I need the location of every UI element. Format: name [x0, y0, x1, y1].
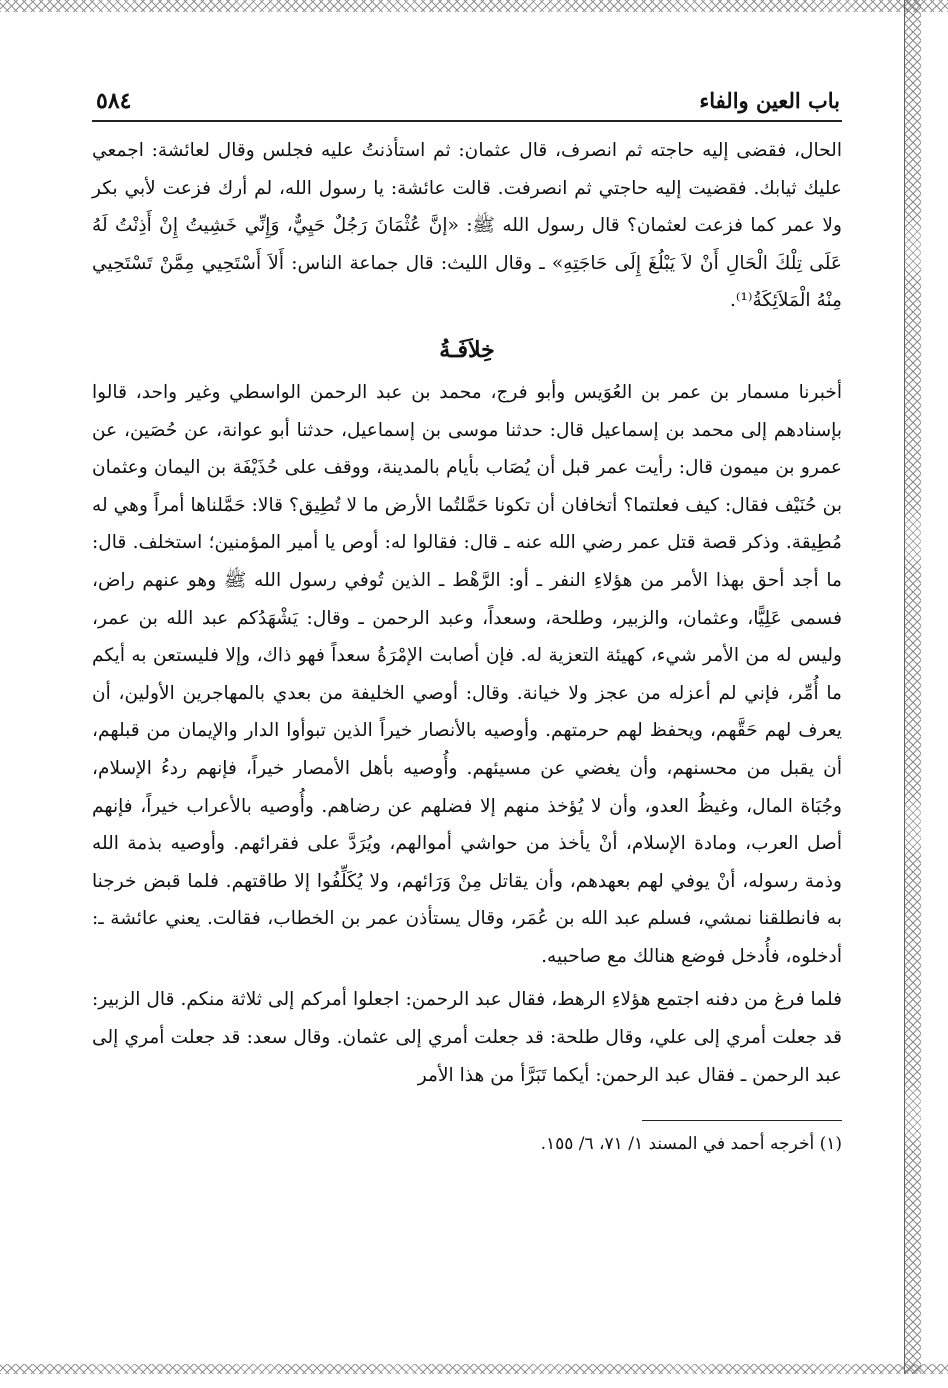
- right-ornamental-border: [904, 0, 921, 1374]
- footnote-1: (١) أخرجه أحمد في المسند ١/ ٧١، ٦/ ١٥٥.: [540, 1134, 842, 1155]
- chapter-title: باب العين والفاء: [699, 88, 840, 113]
- footnote-divider: [642, 1120, 842, 1121]
- paragraph-2: أخبرنا مسمار بن عمر بن العُوَيس وأبو فرج، محمد بن عبد الرحمن الواسطي وغير واحد، قالوا بإسنادهم إلى محمد بن إسماعيل قال: حدثنا موسى بن إسماعيل، حدثنا أبو عوانة، عن حُصَين، عن عمرو بن ميمون قال: رأيت عمر قبل أن يُصَاب بأيام بالمدينة، ووقف على حُذَيْفَة بن اليمان وعثمان بن حُنَيْف فقال: كيف فعلتما؟ أتخافان أن تكونا حَمَّلتُما الأرض ما لا تُطِيق؟ قالا: حَمَّلناها أمراً وهي له مُطِيقة. وذكر قصة قتل عمر رضي الله عنه ـ قال: فقالوا له: أوص يا أمير المؤمنين؛ استخلف. قال: ما أجد أحق بهذا الأمر من هؤلاءِ النفر ـ أو: الرَّهْط ـ الذين تُوفي رسول الله ﷺ وهو عنهم راض، فسمى عَلِيًّا، وعثمان، والزبير، وطلحة، وسعداً، وعبد الرحمن ـ وقال: يَشْهَدُكم عبد الله بن عمر، وليس له من الأمر شيء، كهيئة التعزية له. فإن أصابت الإمْرَةُ سعداً فهو ذاك، وإلا فليستعن به أيكم ما أُمِّر، فإني لم أعزله من عجز ولا خيانة. وقال: أوصي الخليفة من بعدي بالمهاجرين الأولين، أن يعرف لهم حَقَّهم، ويحفظ لهم حرمتهم. وأوصيه بالأنصار خيراً الذين تبوأوا الدار والإيمان من قبلهم، أن يقبل من محسنهم، وأن يغضي عن مسيئهم. وأُوصيه بأهل الأمصار خيراً، فإنهم ردءُ الإسلام، وجُبَاة المال، وغيظُ العدو، وأن لا يُؤخذ منهم إلا فضلهم عن رضاهم. وأُوصيه بالأعراب خيراً، فإنهم أصل العرب، ومادة الإسلام، أنْ يأخذ من حواشي أموالهم، ويُرَدَّ على فقرائهم. وأوصيه بذمة الله وذمة رسوله، أنْ يوفي لهم بعهدهم، وأن يقاتل مِنْ وَرَائهم، ولا يُكَلِّفُوا إلا طاقتهم. فلما قبض خرجنا به فانطلقنا نمشي، فسلم عبد الله بن عُمَر، وقال يستأذن عمر بن الخطاب، فقالت. يعني عائشة ـ: أدخلوه، فأُدخل فوضع هنالك مع صاحبيه.: [92, 381, 842, 967]
- page-number: ٥٨٤: [96, 88, 132, 114]
- section-title: خِلاَفَـةُ: [439, 336, 495, 363]
- page-header: [92, 84, 842, 122]
- paragraph-1: الحال، فقضى إليه حاجته ثم انصرف، قال عثمان: ثم استأذنتُ عليه فجلس وقال لعائشة: اجمعي عليك ثيابك. فقضيت إليه حاجتي ثم انصرفت. قالت عائشة: يا رسول الله، لم أرك فزعت لأبي بكر ولا عمر كما فزعت لعثمان؟ قال رسول الله ﷺ: «إنَّ عُثْمَانَ رَجُلٌ حَيِيٌّ، وَإِنِّي خَشِيتُ إِنْ أَذِنْتُ لَهُ عَلَى تِلْكَ الْحَالِ أَنْ لاَ يَبْلُغَ إِلَى حَاجَتِهِ» ـ وقال الليث: قال جماعة الناس: أَلاَ أَسْتَحِيي مِمَّنْ تَسْتَحِيي مِنْهُ الْمَلاَئِكَةُ⁽¹⁾.: [92, 140, 842, 312]
- paragraph-3: فلما فرغ من دفنه اجتمع هؤلاءِ الرهط، فقال عبد الرحمن: اجعلوا أمركم إلى ثلاثة منكم. قال الزبير: قد جعلت أمري إلى علي، وقال طلحة: قد جعلت أمري إلى عثمان. وقال سعد: قد جعلت أمري إلى عبد الرحمن ـ فقال عبد الرحمن: أيكما تَبَرَّأ من هذا الأمر: [92, 989, 842, 1086]
- bottom-ornamental-border: [0, 1364, 948, 1374]
- page: [92, 84, 842, 1354]
- top-ornamental-border: [0, 0, 948, 12]
